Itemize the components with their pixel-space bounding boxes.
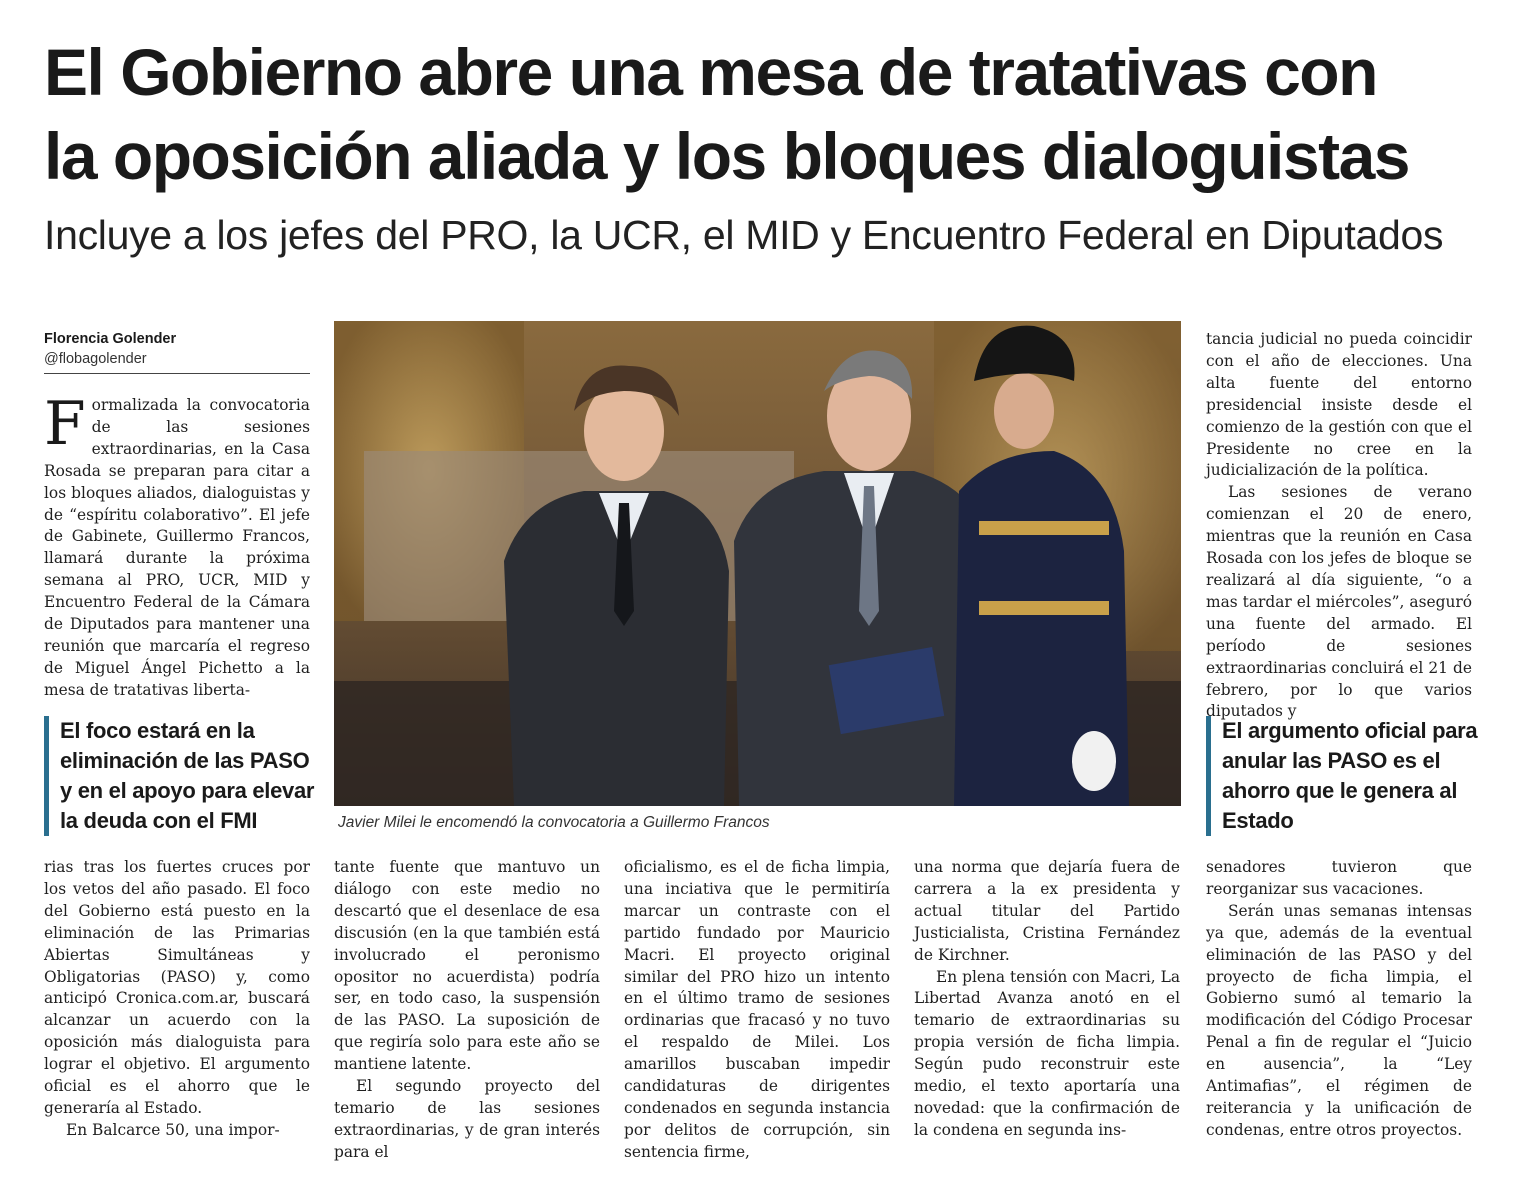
col4-bottom-paragraph-2: En plena tensión con Macri, La Libertad Avanza anotó en el temario de extraordinarias su propia versión de ficha limpia. Según pudo reconstruir este medio, el texto aportaría una novedad: que la confirmación de la condena en segunda ins-: [914, 967, 1180, 1139]
lead-paragraph: [44, 389, 310, 702]
column-2-bottom: [334, 857, 600, 1164]
lead-paragraph-text: ormalizada la convocatoria de las sesiones extraordinarias, en la Casa Rosada se preparan para citar a los bloques aliados, dialoguistas y de “espíritu colaborativo”. El jefe de Gabinete, Guillermo Francos, llamará durante la próxima semana al PRO, UCR, MID y Encuentro Federal de la Cámara de Diputados para mantener una reunión que marcaría el regreso de Miguel Ángel Pichetto a la mesa de tratativas liberta-: [44, 396, 310, 699]
col5-bottom-paragraph-2: Serán unas semanas intensas ya que, además de la eventual eliminación de las PASO y del proyecto de ficha limpia, el Gobierno sumó al temario la modificación del Código Procesar Penal a fin de regular el “Juicio en ausencia”, la “Ley Antimafias”, el régimen de reiterancia y la unificación de condenas, entre otros proyectos.: [1206, 901, 1472, 1139]
byline-author: Florencia Golender: [44, 331, 177, 347]
headline: [44, 30, 1484, 198]
column-4-bottom: [914, 857, 1180, 1142]
col5-bottom-paragraph-1: senadores tuvieron que reorganizar sus vacaciones.: [1206, 858, 1472, 898]
column-1-bottom: [44, 857, 310, 1142]
column-1-top: [44, 389, 310, 702]
headline-line-1: El Gobierno abre una mesa de tratativas con: [44, 35, 1377, 109]
pull-quote-1: El foco estará en la eliminación de las PASO y en el apoyo para elevar la deuda con el FMI: [44, 716, 315, 836]
photo-caption: Javier Milei le encomendó la convocatoria a Guillermo Francos: [338, 814, 770, 831]
byline-rule: [44, 373, 310, 374]
col1-bottom-paragraph-1: rias tras los fuertes cruces por los vetos del año pasado. El foco del Gobierno está puesto en la eliminación de las Primarias Abiertas Simultáneas y Obligatorias (PASO) y, como anticipó Cronica.com.ar, buscará alcanzar un acuerdo con la oposición más dialoguista para lograr el objetivo. El argumento oficial es el ahorro que le generaría al Estado.: [44, 858, 310, 1117]
col3-bottom-paragraph-1: oficialismo, es el de ficha limpia, una inciativa que le permitiría marcar un contraste con el partido fundado por Mauricio Macri. El proyecto original similar del PRO hizo un intento en el último tramo de sesiones ordinarias que fracasó y no tuvo el respaldo de Milei. Los amarillos buscaban impedir candidaturas de dirigentes condenados en segunda instancia por delitos de corrupción, sin sentencia firme,: [624, 858, 890, 1161]
photo-illustration: [334, 321, 1181, 806]
column-5-top: [1206, 329, 1472, 723]
col5-top-paragraph-1: tancia judicial no pueda coincidir con el año de elecciones. Una alta fuente del entorno presidencial insiste desde el comienzo de la gestión con que el Presidente no cree en la judicialización de la política.: [1206, 330, 1472, 480]
col2-bottom-paragraph-1: tante fuente que mantuvo un diálogo con este medio no descartó que el desenlace de esa discusión (en la que también está involucrado el peronismo opositor no acuerdista) podría ser, en todo caso, la suspensión de las PASO. La suposición de que regiría solo para este año se mantiene latente.: [334, 858, 600, 1074]
headline-line-2: la oposición aliada y los bloques dialoguistas: [44, 119, 1409, 193]
column-3-bottom: [624, 857, 890, 1164]
pull-quote-2: El argumento oficial para anular las PASO es el ahorro que le genera al Estado: [1206, 716, 1482, 836]
column-5-bottom: [1206, 857, 1472, 1142]
byline-handle: @flobagolender: [44, 351, 147, 367]
subheadline: Incluye a los jefes del PRO, la UCR, el MID y Encuentro Federal en Diputados: [44, 212, 1444, 258]
drop-cap: F: [44, 389, 86, 459]
byline: [44, 329, 312, 374]
col1-bottom-paragraph-2: En Balcarce 50, una impor-: [66, 1120, 280, 1139]
col2-bottom-paragraph-2: El segundo proyecto del temario de las sesiones extraordinarias, y de gran interés para el: [334, 1077, 600, 1161]
col5-top-paragraph-2: Las sesiones de verano comienzan el 20 de enero, mientras que la reunión en Casa Rosada con los jefes de bloque se realizará al día siguiente, “o a mas tardar el miércoles”, aseguró una fuente del armado. El período de sesiones extraordinarias concluirá el 21 de febrero, por lo que varios diputados y: [1206, 483, 1472, 721]
col4-bottom-paragraph-1: una norma que dejaría fuera de carrera a la ex presidenta y actual titular del Partido Justicialista, Cristina Fernández de Kirchner.: [914, 858, 1180, 964]
article-photo: [334, 321, 1181, 806]
